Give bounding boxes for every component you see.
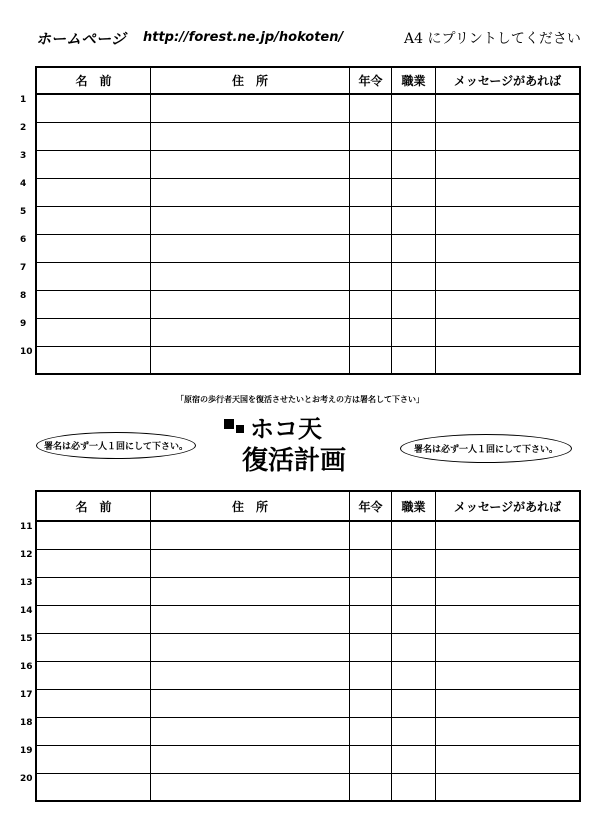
cell-age[interactable] [350,773,392,801]
cell-message[interactable] [436,234,581,262]
cell-age[interactable] [350,262,392,290]
cell-age[interactable] [350,689,392,717]
row-number: 10 [20,347,33,357]
cell-message[interactable] [436,346,581,374]
cell-message[interactable] [436,206,581,234]
cell-address[interactable] [151,178,350,206]
row-number: 1 [20,95,27,105]
cell-occupation[interactable] [392,717,436,745]
row-number: 20 [20,774,33,784]
cell-message[interactable] [436,122,581,150]
cell-name[interactable] [36,633,151,661]
cell-address[interactable] [151,290,350,318]
row-number: 15 [20,634,33,644]
cell-age[interactable] [350,346,392,374]
cell-message[interactable] [436,661,581,689]
col-address: 住 所 [151,491,350,521]
logo-line-1: ホコ天 [250,415,322,443]
cell-age[interactable] [350,717,392,745]
cell-age[interactable] [350,206,392,234]
cell-address[interactable] [151,521,350,549]
row-number: 9 [20,319,27,329]
table-row [36,577,580,605]
cell-occupation[interactable] [392,689,436,717]
col-age: 年令 [350,67,392,94]
cell-name[interactable] [36,661,151,689]
logo-mark-1 [224,419,234,429]
cell-occupation[interactable] [392,605,436,633]
cell-address[interactable] [151,549,350,577]
cell-address[interactable] [151,773,350,801]
row-number: 19 [20,746,33,756]
cell-message[interactable] [436,633,581,661]
cell-occupation[interactable] [392,318,436,346]
cell-address[interactable] [151,318,350,346]
row-number: 4 [20,179,27,189]
cell-address[interactable] [151,717,350,745]
table-row [36,661,580,689]
cell-age[interactable] [350,577,392,605]
cell-age[interactable] [350,633,392,661]
cell-occupation[interactable] [392,549,436,577]
cell-name[interactable] [36,234,151,262]
cell-name[interactable] [36,150,151,178]
cell-name[interactable] [36,549,151,577]
row-number: 12 [20,550,33,560]
page-header [0,22,600,52]
col-address: 住 所 [151,67,350,94]
cell-address[interactable] [151,150,350,178]
row-number: 7 [20,263,27,273]
one-signature-note-right [400,434,572,463]
cell-occupation[interactable] [392,206,436,234]
cell-message[interactable] [436,318,581,346]
cell-message[interactable] [436,717,581,745]
table-row [36,262,580,290]
cell-message[interactable] [436,290,581,318]
one-signature-note-left [36,432,196,459]
cell-occupation[interactable] [392,122,436,150]
cell-occupation[interactable] [392,346,436,374]
row-number: 18 [20,718,33,728]
table-row [36,150,580,178]
cell-message[interactable] [436,521,581,549]
cell-name[interactable] [36,521,151,549]
cell-message[interactable] [436,262,581,290]
cell-address[interactable] [151,122,350,150]
cell-name[interactable] [36,290,151,318]
cell-age[interactable] [350,150,392,178]
table-row [36,346,580,374]
row-number: 17 [20,690,33,700]
table-row [36,549,580,577]
row-number: 5 [20,207,27,217]
table-row [36,605,580,633]
hokoten-logo [222,413,382,475]
row-number: 3 [20,151,27,161]
col-message: メッセージがあれば [436,67,581,94]
cell-message[interactable] [436,689,581,717]
cell-name[interactable] [36,318,151,346]
cell-address[interactable] [151,346,350,374]
row-number: 11 [20,522,33,532]
cell-age[interactable] [350,318,392,346]
col-occupation: 職業 [392,67,436,94]
col-message: メッセージがあれば [436,491,581,521]
table-row [36,234,580,262]
row-number: 2 [20,123,27,133]
cell-message[interactable] [436,178,581,206]
col-occupation: 職業 [392,491,436,521]
cell-address[interactable] [151,234,350,262]
cell-name[interactable] [36,94,151,122]
cell-age[interactable] [350,521,392,549]
cell-age[interactable] [350,661,392,689]
cell-name[interactable] [36,122,151,150]
cell-name[interactable] [36,178,151,206]
cell-age[interactable] [350,94,392,122]
table-row [36,689,580,717]
cell-address[interactable] [151,661,350,689]
appeal-text: 「原宿の歩行者天国を復活させたいとお考えの方は署名して下さい」 [176,395,424,404]
cell-message[interactable] [436,150,581,178]
print-instruction: A4 にプリントしてください [404,31,581,47]
table-row [36,94,580,122]
cell-address[interactable] [151,605,350,633]
cell-occupation[interactable] [392,234,436,262]
col-name: 名 前 [36,491,151,521]
cell-occupation[interactable] [392,262,436,290]
cell-occupation[interactable] [392,745,436,773]
homepage-label: ホームページ [36,30,126,48]
row-number: 6 [20,235,27,245]
cell-message[interactable] [436,94,581,122]
table-header-row [36,491,580,521]
table-row [36,206,580,234]
table-header-row [36,67,580,94]
cell-occupation[interactable] [392,521,436,549]
cell-name[interactable] [36,689,151,717]
row-number: 16 [20,662,33,672]
cell-message[interactable] [436,549,581,577]
oval-right-text: 署名は必ず一人１回にして下さい。 [413,445,558,455]
cell-occupation[interactable] [392,178,436,206]
row-number: 13 [20,578,33,588]
table-row [36,773,580,801]
cell-name[interactable] [36,206,151,234]
cell-address[interactable] [151,689,350,717]
homepage-url[interactable]: http://forest.ne.jp/hokoten/ [143,30,344,45]
cell-address[interactable] [151,745,350,773]
cell-name[interactable] [36,262,151,290]
cell-occupation[interactable] [392,661,436,689]
cell-address[interactable] [151,633,350,661]
cell-message[interactable] [436,605,581,633]
cell-occupation[interactable] [392,577,436,605]
table-row [36,745,580,773]
cell-message[interactable] [436,577,581,605]
cell-age[interactable] [350,745,392,773]
logo-line-2: 復活計画 [242,446,347,475]
cell-age[interactable] [350,178,392,206]
cell-age[interactable] [350,122,392,150]
cell-occupation[interactable] [392,633,436,661]
table-row [36,318,580,346]
cell-age[interactable] [350,605,392,633]
table-row [36,521,580,549]
signature-table-2 [35,490,581,802]
cell-occupation[interactable] [392,94,436,122]
cell-address[interactable] [151,94,350,122]
cell-occupation[interactable] [392,773,436,801]
cell-address[interactable] [151,206,350,234]
table-row [36,633,580,661]
cell-age[interactable] [350,290,392,318]
row-number: 8 [20,291,27,301]
cell-name[interactable] [36,745,151,773]
cell-name[interactable] [36,773,151,801]
cell-address[interactable] [151,577,350,605]
cell-name[interactable] [36,717,151,745]
cell-address[interactable] [151,262,350,290]
signature-table-1 [35,66,581,375]
cell-name[interactable] [36,346,151,374]
cell-occupation[interactable] [392,150,436,178]
table-row [36,717,580,745]
oval-left-text: 署名は必ず一人１回にして下さい。 [43,442,188,452]
col-age: 年令 [350,491,392,521]
logo-mark-2 [236,425,244,433]
cell-age[interactable] [350,549,392,577]
cell-occupation[interactable] [392,290,436,318]
cell-age[interactable] [350,234,392,262]
table-row [36,122,580,150]
table-row [36,290,580,318]
cell-message[interactable] [436,745,581,773]
cell-message[interactable] [436,773,581,801]
row-number: 14 [20,606,33,616]
cell-name[interactable] [36,577,151,605]
cell-name[interactable] [36,605,151,633]
col-name: 名 前 [36,67,151,94]
table-row [36,178,580,206]
